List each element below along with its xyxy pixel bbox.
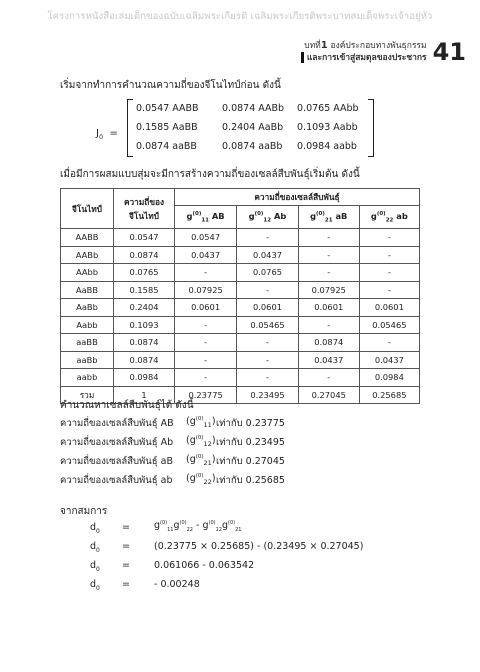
gamete-freq-cell: 0.0601 bbox=[359, 299, 419, 317]
gamete-freq-cell: - bbox=[237, 369, 299, 387]
unit-title: บทที่1 องค์ประกอบทางพันธุกรรม bbox=[304, 40, 427, 51]
gamete-freq-cell: 0.23495 bbox=[237, 386, 299, 404]
gamete-freq-cell: - bbox=[175, 334, 237, 352]
col-header-gamete-group: ความถี่ของเซลล์สืบพันธุ์ bbox=[175, 189, 420, 206]
genotype-cell: AAbb bbox=[61, 264, 114, 282]
watermark-text: โครงการหนังสือเล่มเด็กของฉบับเฉลิมพระเกียรติ เฉลิมพระเกียรติพระบาทสมเด็จพระเจ้าอยู่หัว bbox=[47, 11, 433, 22]
derivation-eqsign: = bbox=[122, 541, 130, 552]
genotype-cell: aabb bbox=[61, 369, 114, 387]
genotype-cell: aaBb bbox=[61, 351, 114, 369]
gamete-freq-cell: 0.05465 bbox=[359, 316, 419, 334]
table-row bbox=[61, 299, 420, 317]
table-row bbox=[61, 281, 420, 299]
derivation-formula: $g^{(0)}_{11}g^{(0)}_{22} - g^{(0)}_{12}g^{(0)}_{21}$ bbox=[154, 520, 242, 534]
col-header-gamete: $g^{(0)}_{21}$ aB bbox=[298, 206, 359, 229]
genotype-freq-cell: 0.1585 bbox=[114, 281, 175, 299]
gamete-freq-cell: - bbox=[237, 351, 299, 369]
gamete-freq-cell: - bbox=[359, 334, 419, 352]
genotype-cell: รวม bbox=[61, 386, 114, 404]
gamete-list-item: ความถี่ของเซลล์สืบพันธุ์ Ab $(g^{(0)}_{12})$ เท่ากับ 0.23495 bbox=[60, 435, 285, 449]
genotype-cell: aaBB bbox=[61, 334, 114, 352]
table-row bbox=[61, 264, 420, 282]
gamete-freq-cell: - bbox=[175, 264, 237, 282]
genotype-cell: AaBB bbox=[61, 281, 114, 299]
derivation-eqsign: = bbox=[122, 522, 130, 533]
matrix-left-bracket bbox=[127, 99, 133, 157]
gamete-freq-cell: 0.0437 bbox=[237, 246, 299, 264]
derivation-lhs: $d_0$ bbox=[90, 522, 100, 535]
genotype-freq-cell: 0.0547 bbox=[114, 229, 175, 247]
gamete-freq-cell: 0.0437 bbox=[175, 246, 237, 264]
gamete-freq-cell: - bbox=[359, 281, 419, 299]
gamete-freq-cell: 0.0437 bbox=[359, 351, 419, 369]
gamete-list-item: ความถี่ของเซลล์สืบพันธุ์ ab $(g^{(0)}_{22})$ เท่ากับ 0.25685 bbox=[60, 473, 285, 487]
table-row bbox=[61, 246, 420, 264]
genotype-cell: AABB bbox=[61, 229, 114, 247]
col-header-gamete: $g^{(0)}_{11}$ AB bbox=[175, 206, 237, 229]
derivation-eqsign: = bbox=[122, 579, 130, 590]
gamete-freq-cell: - bbox=[175, 351, 237, 369]
page-header bbox=[301, 40, 466, 64]
gamete-freq-cell: - bbox=[298, 264, 359, 282]
gamete-freq-cell: - bbox=[175, 316, 237, 334]
gamete-intro: คำนวณหาเซลล์สืบพันธุ์ได้ ดังนี้ bbox=[60, 400, 194, 411]
gamete-list-item: ความถี่ของเซลล์สืบพันธุ์ AB $(g^{(0)}_{11})$ เท่ากับ 0.23775 bbox=[60, 416, 285, 430]
col-header-gamete: $g^{(0)}_{12}$ Ab bbox=[237, 206, 299, 229]
gamete-freq-cell: 0.07925 bbox=[298, 281, 359, 299]
matrix-label: $J_0$ = bbox=[96, 128, 118, 141]
gamete-freq-cell: - bbox=[175, 369, 237, 387]
from-formula-label: จากสมการ bbox=[60, 506, 108, 517]
gamete-freq-cell: 0.0874 bbox=[298, 334, 359, 352]
matrix-row: 0.0547 AABB 0.0874 AABb 0.0765 AAbb bbox=[136, 103, 359, 114]
gamete-freq-cell: 0.0601 bbox=[298, 299, 359, 317]
gamete-freq-cell: - bbox=[298, 316, 359, 334]
derivation-rhs: - 0.00248 bbox=[154, 579, 200, 590]
table-intro: เมื่อมีการผสมแบบสุ่มจะมีการสร้างความถี่ของเซลล์สืบพันธุ์เริ่มต้น ดังนี้ bbox=[60, 169, 360, 180]
matrix-row: 0.0874 aaBB 0.0874 aaBb 0.0984 aabb bbox=[136, 141, 357, 152]
gamete-freq-cell: 0.0601 bbox=[175, 299, 237, 317]
gamete-freq-cell: 0.23775 bbox=[175, 386, 237, 404]
genotype-cell: AABb bbox=[61, 246, 114, 264]
gamete-freq-cell: 0.07925 bbox=[175, 281, 237, 299]
matrix-row: 0.1585 AaBB 0.2404 AaBb 0.1093 Aabb bbox=[136, 122, 358, 133]
intro-text: เริ่มจากทำการคำนวณความถี่ของจีโนไทป์ก่อน ดังนี้ bbox=[60, 80, 281, 91]
derivation-lhs: $d_0$ bbox=[90, 579, 100, 592]
gamete-freq-cell: 0.25685 bbox=[359, 386, 419, 404]
gamete-freq-cell: 0.0601 bbox=[237, 299, 299, 317]
gamete-list-item: ความถี่ของเซลล์สืบพันธุ์ aB $(g^{(0)}_{21})$ เท่ากับ 0.27045 bbox=[60, 454, 285, 468]
unit-subtitle: และการเข้าสู่สมดุลของประชากร bbox=[301, 52, 427, 64]
gamete-freq-cell: - bbox=[298, 229, 359, 247]
col-header-gamete: $g^{(0)}_{22}$ ab bbox=[359, 206, 419, 229]
genotype-freq-cell: 0.0874 bbox=[114, 334, 175, 352]
table-row bbox=[61, 229, 420, 247]
col-header-genotype-freq: ความถี่ของ จีโนไทป์ bbox=[114, 189, 175, 229]
derivation-rhs: (0.23775 × 0.25685) - (0.23495 × 0.27045) bbox=[154, 541, 364, 552]
gamete-frequency-table bbox=[60, 188, 420, 404]
derivation-eqsign: = bbox=[122, 560, 130, 571]
genotype-cell: AaBb bbox=[61, 299, 114, 317]
table-row bbox=[61, 351, 420, 369]
gamete-freq-cell: - bbox=[298, 246, 359, 264]
gamete-freq-cell: - bbox=[237, 281, 299, 299]
gamete-freq-cell: 0.27045 bbox=[298, 386, 359, 404]
genotype-freq-cell: 0.0765 bbox=[114, 264, 175, 282]
gamete-freq-cell: 0.05465 bbox=[237, 316, 299, 334]
genotype-freq-cell: 0.0984 bbox=[114, 369, 175, 387]
gamete-freq-cell: 0.0984 bbox=[359, 369, 419, 387]
table-row bbox=[61, 316, 420, 334]
gamete-freq-cell: - bbox=[359, 246, 419, 264]
page-number: 41 bbox=[432, 38, 466, 66]
genotype-freq-cell: 0.0874 bbox=[114, 246, 175, 264]
table-row bbox=[61, 334, 420, 352]
genotype-freq-cell: 0.0874 bbox=[114, 351, 175, 369]
gamete-freq-cell: - bbox=[298, 369, 359, 387]
genotype-freq-cell: 0.2404 bbox=[114, 299, 175, 317]
gamete-freq-cell: 0.0765 bbox=[237, 264, 299, 282]
genotype-freq-cell: 0.1093 bbox=[114, 316, 175, 334]
gamete-freq-cell: 0.0437 bbox=[298, 351, 359, 369]
genotype-cell: Aabb bbox=[61, 316, 114, 334]
genotype-freq-cell: 1 bbox=[114, 386, 175, 404]
gamete-freq-cell: - bbox=[237, 229, 299, 247]
derivation-lhs: $d_0$ bbox=[90, 560, 100, 573]
gamete-freq-cell: - bbox=[359, 229, 419, 247]
derivation-lhs: $d_0$ bbox=[90, 541, 100, 554]
table-row bbox=[61, 369, 420, 387]
gamete-freq-cell: - bbox=[237, 334, 299, 352]
header-bar bbox=[301, 52, 304, 63]
gamete-freq-cell: 0.0547 bbox=[175, 229, 237, 247]
col-header-genotype: จีโนไทป์ bbox=[61, 189, 114, 229]
derivation-rhs: 0.061066 - 0.063542 bbox=[154, 560, 255, 571]
gamete-freq-cell: - bbox=[359, 264, 419, 282]
